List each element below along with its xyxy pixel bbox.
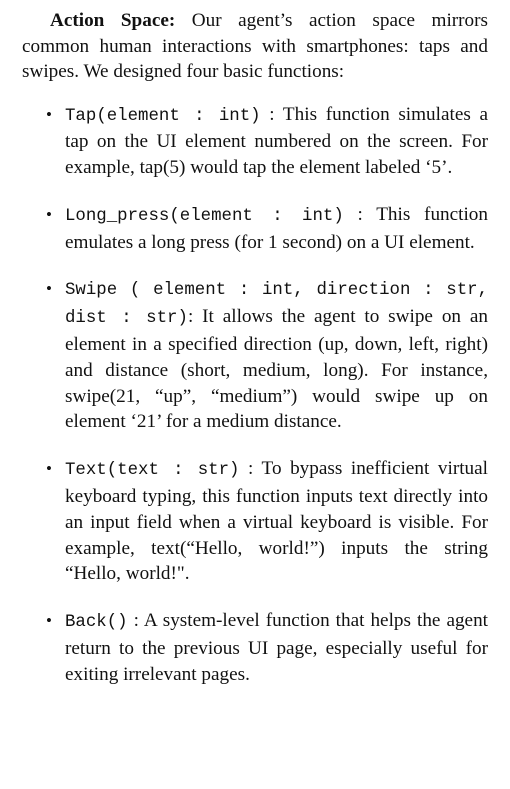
- function-description: : This function simulates a tap on the UI element numbered on the screen. For example, tap(5) would tap the element labeled ‘5’.: [65, 103, 488, 179]
- bullet-icon: •: [46, 204, 52, 224]
- action-space-heading: Action Space:: [50, 10, 176, 31]
- bullet-icon: •: [46, 459, 52, 479]
- bullet-icon: •: [46, 279, 52, 299]
- function-signature: (): [106, 613, 128, 633]
- function-description: : To bypass inefficient virtual keyboard typing, this function inputs text directly into an input field when a virtual keyboard is visible. For example, text(“Hello, world!”) inputs the string “Hello, world!".: [65, 458, 488, 585]
- function-name: Back: [65, 613, 107, 633]
- bullet-icon: •: [46, 104, 52, 124]
- function-item-swipe: [22, 276, 488, 435]
- function-signature: (element : int): [96, 106, 261, 126]
- function-description: : This function emulates a long press (for 1 second) on a UI element.: [65, 203, 488, 253]
- function-signature: (element : int): [169, 206, 344, 226]
- function-item-long-press: [22, 202, 488, 256]
- function-description: : A system-level function that helps the agent return to the previous UI page, especially useful for exiting irrelevant pages.: [65, 610, 488, 685]
- function-item-tap: [22, 102, 488, 181]
- function-name: Text: [65, 461, 107, 481]
- action-space-paragraph: [22, 8, 488, 85]
- function-name: Long_press: [65, 206, 170, 226]
- function-list: [22, 102, 488, 688]
- action-space-intro-text: Our agent’s action space mirrors common human interactions with smartphones: taps and swipes. We designed four basic functions:: [22, 10, 489, 82]
- function-name: Tap: [65, 106, 97, 126]
- function-name: Swipe: [65, 281, 118, 301]
- function-item-text: [22, 456, 488, 587]
- function-signature: ( element : int, direction : str, dist : str): [65, 281, 488, 329]
- function-signature: (text : str): [106, 461, 240, 481]
- bullet-icon: •: [46, 611, 52, 631]
- function-item-back: [22, 608, 488, 687]
- function-description: : It allows the agent to swipe on an element in a specified direction (up, down, left, right) and distance (short, medium, long). For instance, swipe(21, “up”, “medium”) would swipe up on element ‘21’ for a medium distance.: [65, 306, 488, 433]
